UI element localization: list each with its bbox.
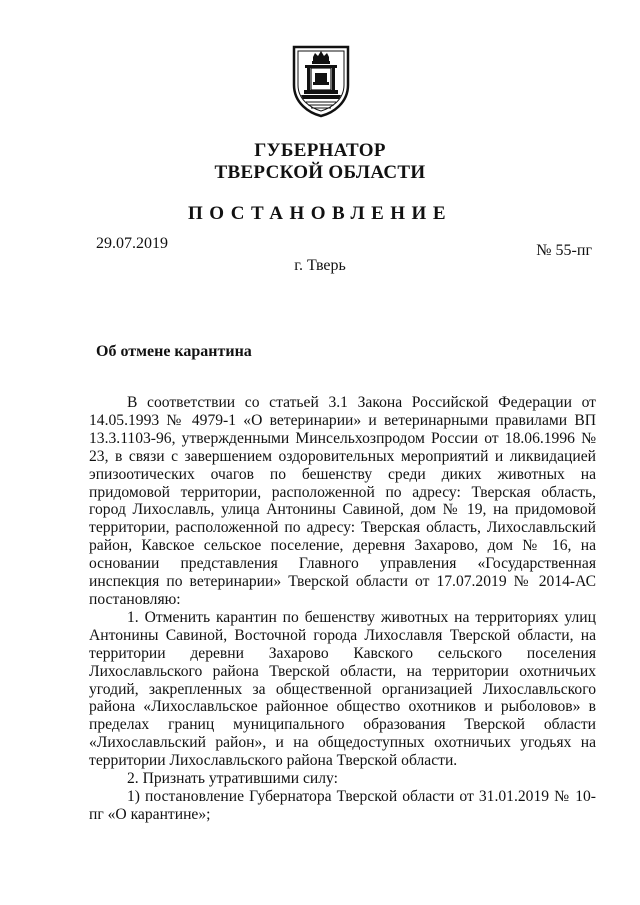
clause-1-paragraph: 1. Отменить карантин по бешенству животных на территориях улиц Антонины Савиной, Восточной города Лихославля Тверской области, на территории деревни Захарово Кавского сельского поселения Лихославльского района Тверской области, на территории охотничьих угодий, закрепленных за общественной организацией Лихославльского района «Лихославльское районное общество охотников и рыболовов» в пределах границ муниципального образования Тверской области «Лихославльский район», и на общедоступных охотничьих угодьях на территории Лихославльского района Тверской области. <box>89 608 596 770</box>
clause-2-paragraph: 2. Признать утратившими силу: <box>127 770 338 788</box>
preamble-paragraph: В соответствии со статьей 3.1 Закона Российской Федерации от 14.05.1993 № 4979-1 «О ветеринарии» и ветеринарными правилами ВП 13.3.1103-96, утвержденными Минсельхозпродом России от 18.06.1996 № 23, в связи с завершением оздоровительных мероприятий и ликвидацией эпизоотических очагов по бешенству среди диких животных на придомовой территории, расположенной по адресу: Тверская область, город Лихославль, улица Антонины Савиной, дом № 19, на придомовой территории, расположенной по адресу: Тверская область, Лихославльский район, Кавское сельское поселение, деревня Захарово, дом № 16, на основании представления Главного управления «Государственная инспекция по ветеринарии» Тверской области от 17.07.2019 № 2014-АС постановляю: <box>89 394 596 608</box>
issuer-region: ТВЕРСКОЙ ОБЛАСТИ <box>214 162 426 183</box>
clause-2-1-paragraph: 1) постановление Губернатора Тверской области от 31.01.2019 № 10-пг «О карантине»; <box>89 787 596 823</box>
document-city: г. Тверь <box>294 257 346 274</box>
document-date: 29.07.2019 <box>96 235 168 252</box>
document-body <box>89 394 596 824</box>
issuer-title: ГУБЕРНАТОР <box>254 140 386 161</box>
document-number: № 55-пг <box>536 242 592 259</box>
document-subject: Об отмене карантина <box>96 343 252 360</box>
document-type: ПОСТАНОВЛЕНИЕ <box>187 203 453 224</box>
coat-of-arms-icon <box>291 45 351 118</box>
